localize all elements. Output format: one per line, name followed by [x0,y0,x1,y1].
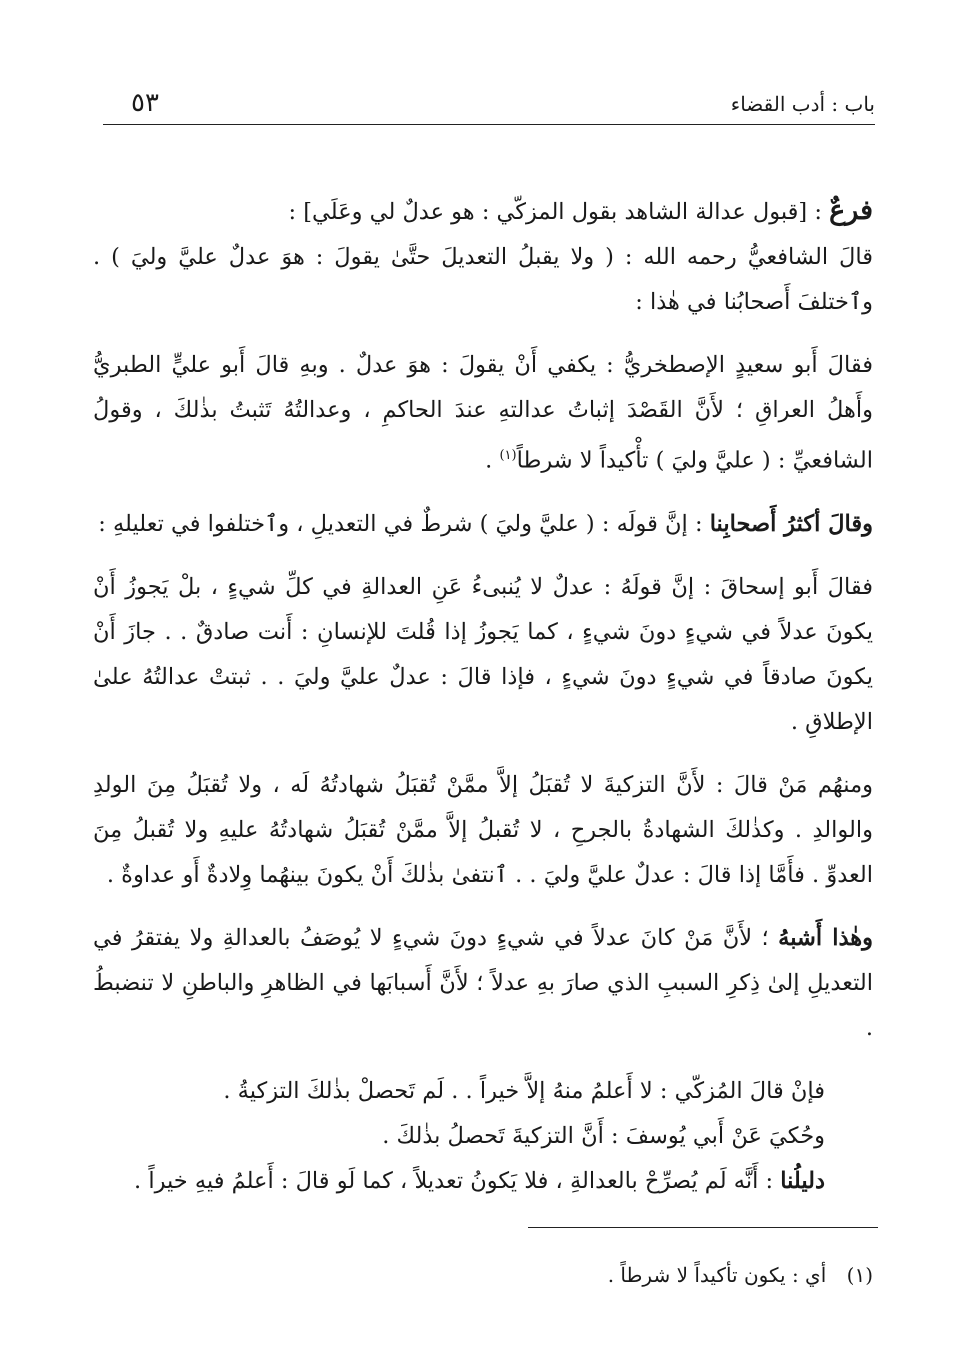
footnote-text: أي : يكون تأكيداً لا شرطاً . [607,1263,827,1287]
footnote-rule [528,1227,878,1228]
section-title: : [قبول عدالة الشاهد بقول المزكّي : هو عدلٌ لي وعَلَي] : [288,199,830,225]
paragraph-majority [93,502,873,547]
paragraph-evidence [93,1159,873,1204]
page-number: ٥٣ [131,88,159,118]
running-header [103,88,875,120]
section-lead: فرعٌ [829,195,873,226]
footnote [608,1263,873,1287]
paragraph-text: : إنَّ قولَه : ( عليَّ وليَ ) شرطٌ في التعديلِ ، وٱختلفوا في تعليلهِ : [98,510,710,537]
paragraph-lead: وهٰذا أَشبهُ [778,924,873,951]
paragraph-lead: دليلُنا [780,1167,825,1194]
footnote-marker: (١) [499,448,517,463]
paragraph-abu-yusuf: وحُكيَ عَنْ أَبي يُوسفَ : أَنَّ التزكيةَ تَحصلُ بذٰلكَ . [382,1122,825,1149]
section-heading [93,188,873,235]
paragraph-text: : أَنَّه لَم يُصرِّحْ بالعدالةِ ، فلا يَكونُ تعديلاً ، كما لَو قالَ : أَعلمُ فيهِ خيراً . [134,1167,781,1194]
paragraph-others: ومنهُم مَنْ قالَ : لأَنَّ التزكيةَ لا تُقبَلُ إلاَّ ممَّنْ تُقبَلُ شهادتُهُ لَه ، ولا تُقبَلُ مِنَ الولدِ والوالدِ . وكذٰلكَ الشهادةُ بالجرحِ ، لا تُقبلُ إلاَّ ممَّنْ تُقبَلُ شهادتُهُ عليهِ ولا تُقبلُ مِنَ العدوِّ . فأَمَّا إذا قالَ : عدلٌ عليَّ وليَ . . ٱنتفىٰ بذٰلكَ أَنْ يكونَ بينهُما وِلادةٌ أَو عداوةٌ . [93,771,873,888]
header-rule [103,124,875,125]
paragraph-preferred [93,916,873,1051]
paragraph-lead: وقالَ أكثرُ أَصحابِنا [709,510,873,537]
chapter-title: باب : أدب القضاء [730,92,875,116]
paragraph-end: . [485,447,500,474]
paragraph-shafii-quote: قالَ الشافعيُّ رحمه الله : ( ولا يقبلُ التعديلَ حتَّىٰ يقولَ : هوَ عدلٌ عليَّ وليَ ) . وٱختلفَ أَصحابُنا في هٰذا : [93,244,873,315]
paragraph-text: ؛ لأَنَّ مَنْ كانَ عدلاً في شيءٍ دونَ شيءٍ لا يُوصَفُ بالعدالةِ ولا يفتقرُ في التعديلِ إلىٰ ذِكرِ السببِ الذي صارَ بهِ عدلاً ؛ لأَنَّ أَسبابَها في الظاهرِ والباطنِ لا تنضبطُ . [93,924,873,1041]
paragraph-text: فقالَ أَبو سعيدٍ الإصطخريُّ : يكفي أَنْ يقولَ : هوَ عدلٌ . وبهِ قالَ أَبو عليٍّ الطبريُّ وأَهلُ العراقِ ؛ لأَنَّ القَصْدَ إثباتُ عدالتهِ عندَ الحاكمِ ، وعدالتُهُ تَثبتُ بذٰلكَ ، وقولُ الشافعيِّ : ( عليَّ وليَ ) تأْكيداً لا شرطاً [93,352,873,474]
paragraph-istakhri [93,343,873,484]
footnote-number: (١) [846,1263,873,1287]
page-body [93,188,873,1204]
paragraph-abu-ishaq: فقالَ أَبو إسحاقَ : إنَّ قولَهُ : عدلٌ لا يُنبىءُ عَنِ العدالةِ في كلِّ شيءٍ ، بلْ يَجوزُ أَنْ يكونَ عدلاً في شيءٍ دونَ شيءٍ ، كما يَجوزُ إذا قُلتَ للإنسانِ : أَنت صادقٌ . . جازَ أَنْ يكونَ صادقاً في شيءٍ دونَ شيءٍ ، فإذا قالَ : عدلٌ عليَّ وليَ . . ثبتتْ عدالتُهُ علىٰ الإطلاقِ . [93,573,873,735]
paragraph-muzakki: فإنْ قالَ المُزكّي : لا أَعلمُ منهُ إلاَّ خيراً . . لَم تَحصلْ بذٰلكَ التزكيةُ . [223,1077,825,1104]
